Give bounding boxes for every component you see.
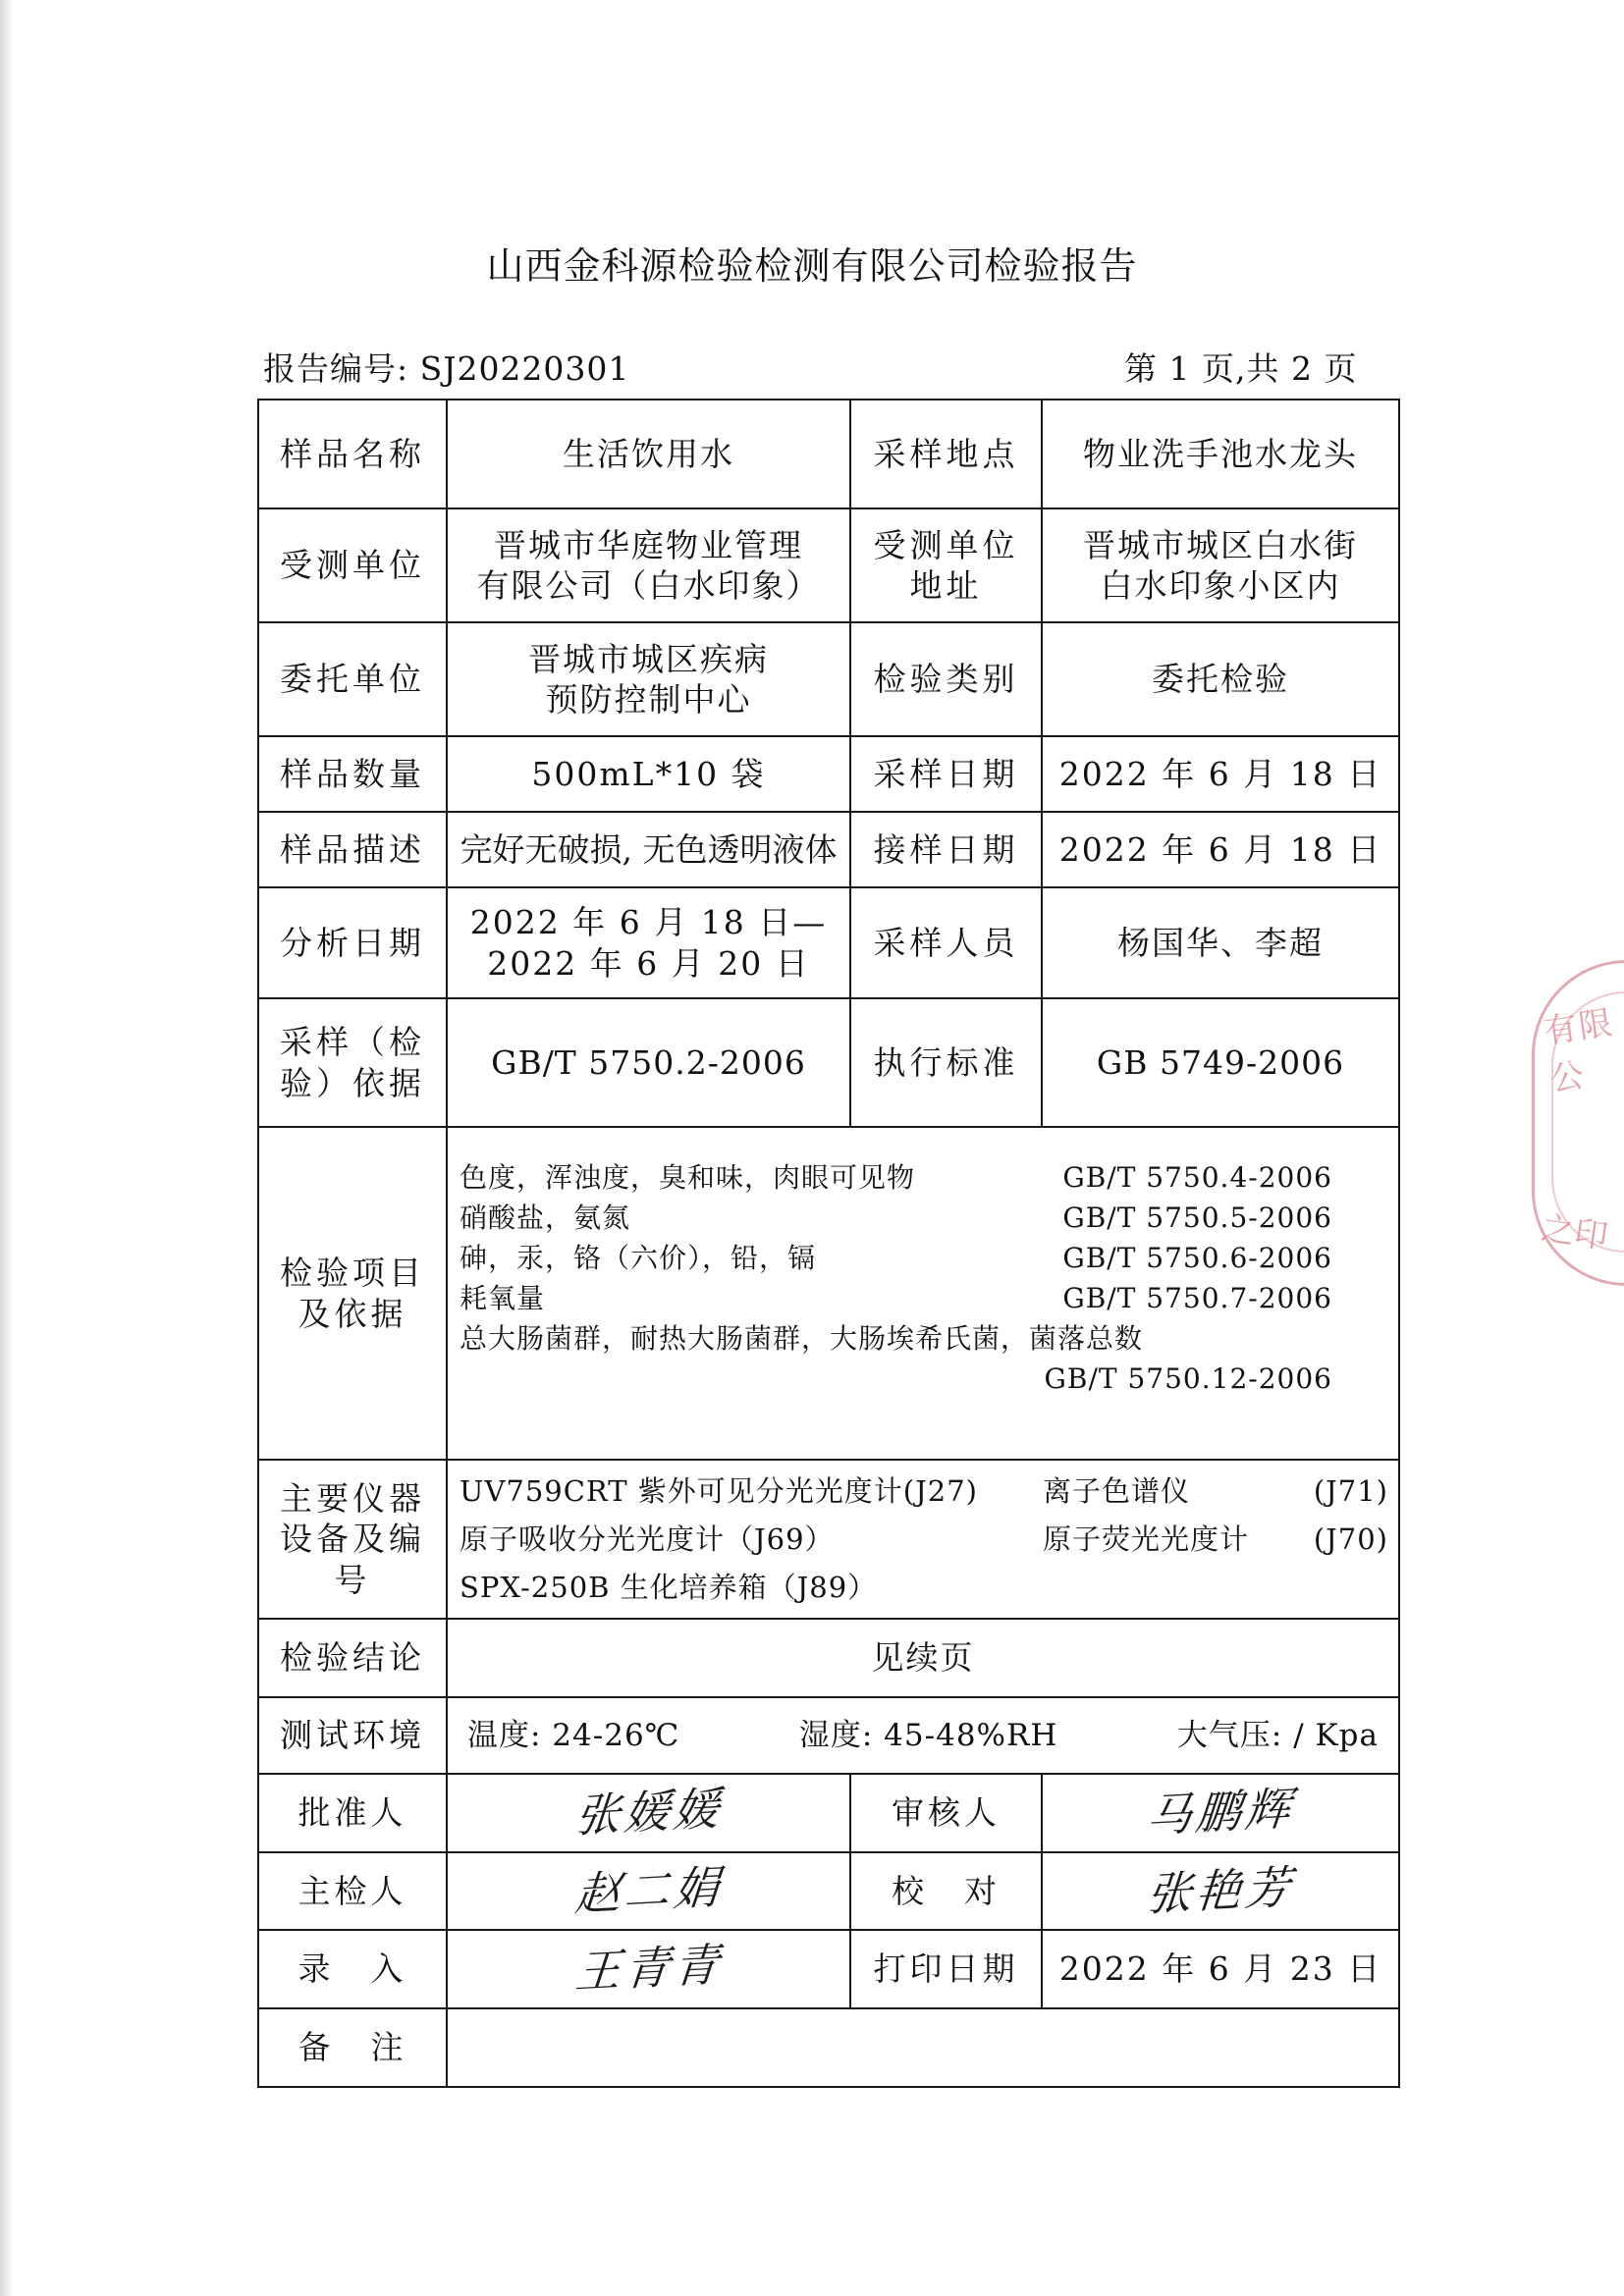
item-standard xyxy=(1332,1318,1338,1359)
conclusion-label: 检验结论 xyxy=(258,1619,447,1697)
print-date-label: 打印日期 xyxy=(850,1930,1042,2008)
entry-signature-cell xyxy=(447,1930,850,2008)
page-indicator: 第 1 页,共 2 页 xyxy=(1124,349,1358,388)
sampler-label: 采样人员 xyxy=(850,887,1042,998)
tested-address-label-line1: 受测单位 xyxy=(873,525,1019,564)
tested-unit-label: 受测单位 xyxy=(258,508,447,622)
temperature: 温度: 24-26℃ xyxy=(467,1717,680,1753)
seal-text-top: 有限公 xyxy=(1541,1002,1617,1100)
sampling-date-label: 采样日期 xyxy=(850,736,1042,812)
equipment-item: UV759CRT 紫外可见分光光度计(J27) xyxy=(460,1473,978,1508)
table-row xyxy=(258,998,1399,1127)
analysis-date-label: 分析日期 xyxy=(258,887,447,998)
tested-address-line2: 白水印象小区内 xyxy=(1100,566,1341,605)
items-label-line2: 及依据 xyxy=(298,1294,407,1333)
approver-signature: 张媛媛 xyxy=(572,1782,725,1843)
approver-label: 批准人 xyxy=(258,1774,447,1852)
basis-value: GB/T 5750.2-2006 xyxy=(447,998,850,1127)
receive-date-value: 2022 年 6 月 18 日 xyxy=(1042,812,1399,887)
table-row xyxy=(258,1930,1399,2008)
list-item xyxy=(460,1468,1388,1516)
report-table xyxy=(257,399,1400,2088)
proofreader-label: 校 对 xyxy=(850,1852,1042,1930)
tested-unit-line2: 有限公司（白水印象） xyxy=(476,566,821,605)
table-row xyxy=(258,736,1399,812)
basis-label-line1: 采样（检 xyxy=(280,1023,425,1062)
item-standard: GB/T 5750.12-2006 xyxy=(1044,1362,1332,1395)
entrust-unit-value xyxy=(447,622,850,736)
equipment-item: 原子吸收分光光度计（J69） xyxy=(460,1522,835,1556)
equipment-name: 离子色谱仪 xyxy=(1043,1473,1191,1508)
tested-address-value xyxy=(1042,508,1399,622)
list-item xyxy=(460,1157,1338,1198)
tested-unit-value xyxy=(447,508,850,622)
entrust-unit-line2: 预防控制中心 xyxy=(545,680,752,719)
receive-date-label: 接样日期 xyxy=(850,812,1042,887)
equipment-label-line3: 号 xyxy=(334,1560,371,1599)
table-row xyxy=(258,1697,1399,1774)
table-row xyxy=(258,812,1399,887)
equipment-label-line1: 主要仪器 xyxy=(280,1479,425,1519)
basis-label xyxy=(258,998,447,1127)
exec-std-label: 执行标准 xyxy=(850,998,1042,1127)
equipment-list xyxy=(447,1460,1399,1619)
basis-label-line2: 验）依据 xyxy=(280,1063,425,1102)
item-standard: GB/T 5750.4-2006 xyxy=(1062,1161,1332,1194)
table-row xyxy=(258,1127,1399,1460)
equipment-label-line2: 设备及编 xyxy=(280,1520,425,1559)
scan-edge xyxy=(0,0,14,2296)
equipment-code: (J71) xyxy=(1313,1473,1388,1508)
sampling-site-value: 物业洗手池水龙头 xyxy=(1042,400,1399,508)
analysis-date-value xyxy=(447,887,850,998)
report-number: 报告编号: SJ20220301 xyxy=(263,349,630,388)
reviewer-label: 审核人 xyxy=(850,1774,1042,1852)
approver-signature-cell xyxy=(447,1774,850,1852)
table-row xyxy=(258,400,1399,508)
entrust-unit-label: 委托单位 xyxy=(258,622,447,736)
list-item xyxy=(460,1564,1388,1612)
reviewer-signature: 马鹏辉 xyxy=(1144,1782,1297,1843)
equipment-item-right xyxy=(1043,1516,1388,1564)
equipment-name: 原子荧光光度计 xyxy=(1043,1522,1250,1556)
conclusion-value: 见续页 xyxy=(447,1619,1399,1697)
test-category-value: 委托检验 xyxy=(1042,622,1399,736)
environment-value xyxy=(447,1697,1399,1774)
exec-std-value: GB 5749-2006 xyxy=(1042,998,1399,1127)
equipment-label xyxy=(258,1460,447,1619)
sample-name-label: 样品名称 xyxy=(258,400,447,508)
list-item xyxy=(460,1359,1338,1399)
list-item xyxy=(460,1238,1338,1278)
item-standard: GB/T 5750.6-2006 xyxy=(1062,1242,1332,1274)
item-name: 总大肠菌群，耐热大肠菌群，大肠埃希氏菌，菌落总数 xyxy=(460,1322,1144,1355)
sample-name-value: 生活饮用水 xyxy=(447,400,850,508)
table-row xyxy=(258,508,1399,622)
tested-address-label-line2: 地址 xyxy=(909,566,983,605)
sampling-site-label: 采样地点 xyxy=(850,400,1042,508)
sample-desc-value: 完好无破损, 无色透明液体 xyxy=(447,812,850,887)
sample-qty-value: 500mL*10 袋 xyxy=(447,736,850,812)
main-inspector-label: 主检人 xyxy=(258,1852,447,1930)
humidity: 湿度: 45-48%RH xyxy=(798,1717,1058,1753)
reviewer-signature-cell xyxy=(1042,1774,1399,1852)
list-item xyxy=(460,1318,1338,1359)
items-label-line1: 检验项目 xyxy=(280,1254,425,1293)
table-row xyxy=(258,622,1399,736)
print-date-value: 2022 年 6 月 23 日 xyxy=(1042,1930,1399,2008)
items-list xyxy=(447,1127,1399,1460)
item-name: 色度，浑浊度，臭和味，肉眼可见物 xyxy=(460,1161,916,1194)
table-row xyxy=(258,1852,1399,1930)
item-name: 耗氧量 xyxy=(460,1282,546,1314)
sample-desc-label: 样品描述 xyxy=(258,812,447,887)
item-standard: GB/T 5750.5-2006 xyxy=(1062,1201,1332,1234)
proofreader-signature-cell xyxy=(1042,1852,1399,1930)
list-item xyxy=(460,1198,1338,1238)
list-item xyxy=(460,1278,1338,1318)
pressure: 大气压: / Kpa xyxy=(1176,1717,1379,1753)
table-row xyxy=(258,1460,1399,1619)
sampler-value: 杨国华、李超 xyxy=(1042,887,1399,998)
table-row xyxy=(258,1774,1399,1852)
tested-address-label xyxy=(850,508,1042,622)
entry-label: 录 入 xyxy=(258,1930,447,2008)
equipment-code: (J70) xyxy=(1313,1522,1388,1556)
environment-label: 测试环境 xyxy=(258,1697,447,1774)
entry-signature: 王青青 xyxy=(572,1938,725,2000)
remarks-value xyxy=(447,2008,1399,2087)
items-label xyxy=(258,1127,447,1460)
list-item xyxy=(460,1516,1388,1564)
table-row xyxy=(258,2008,1399,2087)
item-standard: GB/T 5750.7-2006 xyxy=(1062,1282,1332,1314)
equipment-item: SPX-250B 生化培养箱（J89） xyxy=(460,1570,878,1604)
table-row xyxy=(258,1619,1399,1697)
seal-text-bottom: 之印 xyxy=(1539,1208,1610,1257)
equipment-item-right xyxy=(1043,1468,1388,1516)
analysis-date-line1: 2022 年 6 月 18 日— xyxy=(469,903,828,942)
tested-unit-line1: 晋城市华庭物业管理 xyxy=(494,525,803,564)
item-name: 硝酸盐，氨氮 xyxy=(460,1201,631,1234)
sampling-date-value: 2022 年 6 月 18 日 xyxy=(1042,736,1399,812)
environment-line xyxy=(467,1717,1379,1755)
tested-address-line1: 晋城市城区白水街 xyxy=(1083,525,1358,564)
test-category-label: 检验类别 xyxy=(850,622,1042,736)
report-title: 山西金科源检验检测有限公司检验报告 xyxy=(486,244,1138,288)
table-row xyxy=(258,887,1399,998)
sample-qty-label: 样品数量 xyxy=(258,736,447,812)
remarks-label: 备 注 xyxy=(258,2008,447,2087)
analysis-date-line2: 2022 年 6 月 20 日 xyxy=(487,943,810,983)
entrust-unit-line1: 晋城市城区疾病 xyxy=(528,639,769,678)
item-name: 砷，汞，铬（六价），铅，镉 xyxy=(460,1242,817,1274)
main-inspector-signature-cell xyxy=(447,1852,850,1930)
main-inspector-signature: 赵二娟 xyxy=(572,1859,725,1921)
proofreader-signature: 张艳芳 xyxy=(1144,1859,1297,1921)
